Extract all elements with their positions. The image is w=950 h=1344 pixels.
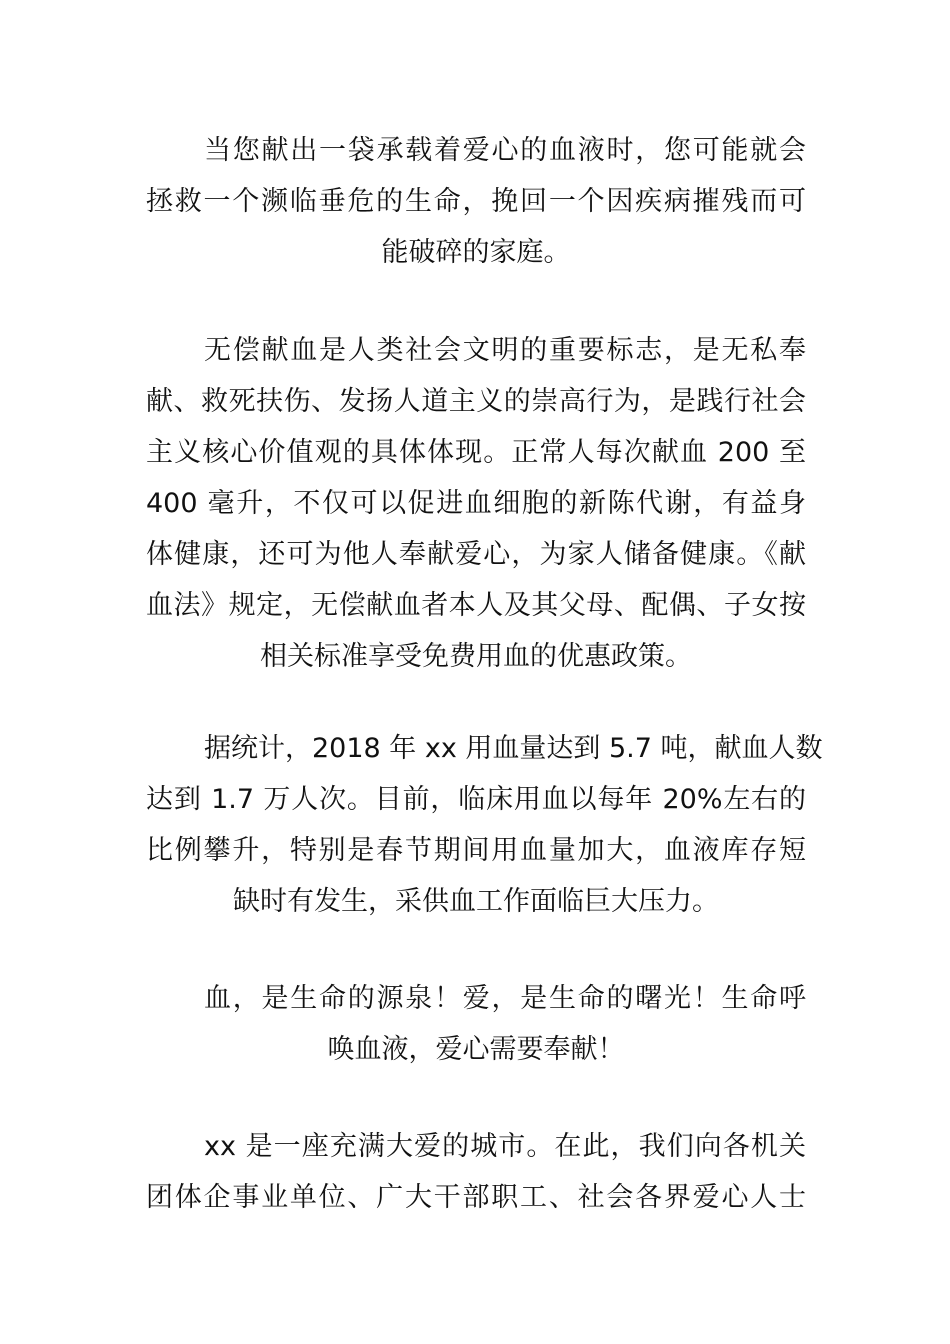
text-line: 无偿献血是人类社会文明的重要标志，是无私奉	[204, 335, 806, 366]
text-line: 血法》规定，无偿献血者本人及其父母、配偶、子女按	[146, 590, 806, 621]
text-line: 相关标准享受免费用血的优惠政策。	[260, 641, 692, 672]
text-line: 能破碎的家庭。	[381, 237, 571, 268]
text-line: 体健康，还可为他人奉献爱心，为家人储备健康。《献	[146, 539, 806, 570]
paragraph-city-appeal	[146, 1121, 806, 1223]
text-line: 主义核心价值观的具体体现。正常人每次献血 200 至	[146, 437, 806, 468]
text-line: 比例攀升，特别是春节期间用血量加大，血液库存短	[146, 835, 806, 866]
text-line: 拯救一个濒临垂危的生命，挽回一个因疾病摧残而可	[146, 186, 806, 217]
text-line: 团体企事业单位、广大干部职工、社会各界爱心人士	[146, 1182, 806, 1213]
text-line: 达到 1.7 万人次。目前，临床用血以每年 20%左右的	[146, 784, 806, 815]
text-line: 缺时有发生，采供血工作面临巨大压力。	[233, 886, 719, 917]
paragraph-statistics	[146, 723, 823, 927]
text-line: 400 毫升，不仅可以促进血细胞的新陈代谢，有益身	[146, 488, 806, 519]
paragraph-unpaid-donation	[146, 325, 806, 682]
text-line: 献、救死扶伤、发扬人道主义的崇高行为，是践行社会	[146, 386, 806, 417]
text-line: 唤血液，爱心需要奉献！	[327, 1034, 625, 1065]
text-line: 当您献出一袋承载着爱心的血液时，您可能就会	[204, 135, 806, 166]
text-line: xx 是一座充满大爱的城市。在此，我们向各机关	[204, 1131, 806, 1162]
text-line: 据统计，2018 年 xx 用血量达到 5.7 吨，献血人数	[204, 733, 823, 764]
paragraph-slogan	[146, 973, 806, 1075]
paragraph-blood-donation-rescue	[146, 125, 806, 278]
text-line: 血，是生命的源泉！爱，是生命的曙光！生命呼	[204, 983, 806, 1014]
